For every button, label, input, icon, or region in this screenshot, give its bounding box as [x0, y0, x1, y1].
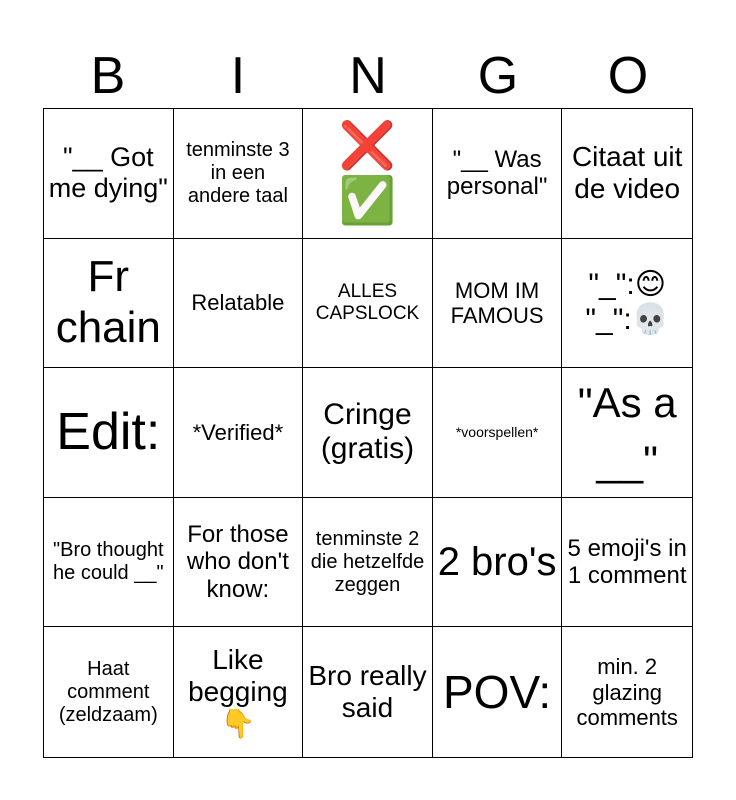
bingo-cell[interactable]: Cringe (gratis) [303, 368, 433, 498]
bingo-cell[interactable]: "__ Was personal" [433, 109, 563, 239]
bingo-cell[interactable]: "As a __" [562, 368, 692, 498]
bingo-cell[interactable]: Bro really said [303, 627, 433, 757]
bingo-grid [43, 108, 693, 758]
bingo-cell[interactable]: Citaat uit de video [562, 109, 692, 239]
bingo-cell[interactable]: *voorspellen* [433, 368, 563, 498]
bingo-cell[interactable]: *Verified* [174, 368, 304, 498]
bingo-cell[interactable]: 5 emoji's in 1 comment [562, 498, 692, 628]
bingo-cell[interactable]: Fr chain [44, 239, 174, 369]
header-letter-i: I [230, 47, 246, 105]
bingo-cell[interactable]: ALLES CAPSLOCK [303, 239, 433, 369]
bingo-header [43, 44, 693, 108]
bingo-cell[interactable]: Like begging 👇 [174, 627, 304, 757]
bingo-cell[interactable]: "_":😊 "_":💀 [562, 239, 692, 369]
bingo-cell[interactable]: For those who don't know: [174, 498, 304, 628]
bingo-cell[interactable]: Haat comment (zeldzaam) [44, 627, 174, 757]
bingo-cell[interactable]: tenminste 2 die hetzelfde zeggen [303, 498, 433, 628]
bingo-cell[interactable]: min. 2 glazing comments [576, 654, 678, 730]
header-letter-n: N [349, 47, 387, 105]
bingo-cell[interactable]: Edit: [44, 368, 174, 498]
bingo-cell[interactable]: ❌ ✅ [303, 109, 433, 239]
bingo-cell[interactable]: POV: [433, 627, 563, 757]
header-letter-g: G [477, 47, 519, 105]
bingo-cell[interactable]: Relatable [174, 239, 304, 369]
bingo-cell[interactable]: "__ Got me dying" [44, 109, 174, 239]
header-letter-b: B [90, 47, 126, 105]
bingo-cell[interactable]: 2 bro's [433, 498, 563, 628]
header-letter-o: O [607, 47, 649, 105]
bingo-cell[interactable]: tenminste 3 in een andere taal [174, 109, 304, 239]
bingo-cell[interactable]: "Bro thought he could __" [44, 498, 174, 628]
bingo-cell[interactable]: MOM IM FAMOUS [433, 239, 563, 369]
